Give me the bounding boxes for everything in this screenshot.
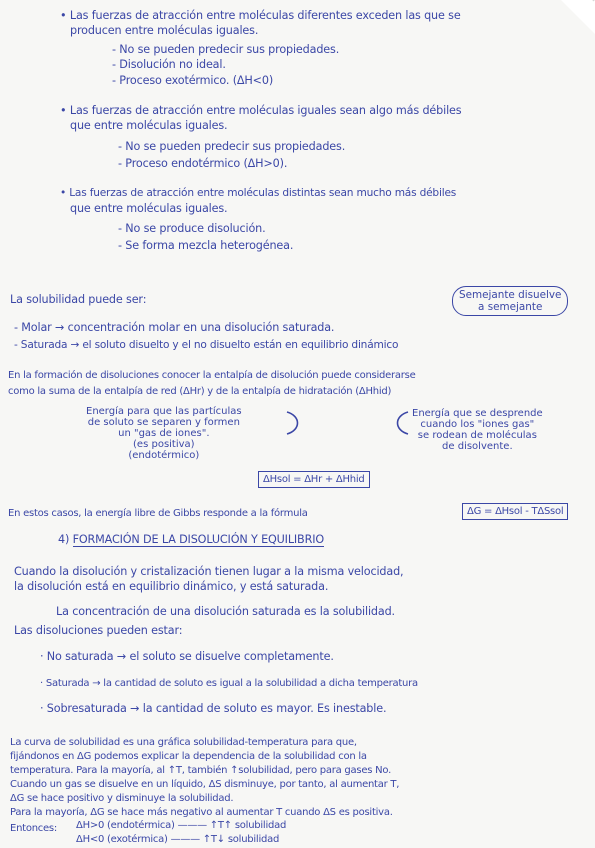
- text-line: - No se pueden predecir sus propiedades.: [112, 43, 340, 56]
- text-line: la disolución está en equilibrio dinámico, y está saturada.: [14, 580, 329, 593]
- text-line: Cuando un gas se disuelve en un líquido, ΔS disminuye, por tanto, al aumentar T,: [10, 779, 400, 790]
- oval-line: a semejante: [478, 301, 543, 313]
- text-line: producen entre moléculas iguales.: [70, 24, 259, 37]
- similar-dissolves-similar-box: [452, 286, 568, 316]
- left-curl-arrow-icon: [283, 410, 303, 438]
- text-line: En la formación de disoluciones conocer la entalpía de disolución puede considerarse: [8, 370, 416, 381]
- text-line: - Saturada → el soluto disuelto y el no disuelto están en equilibrio dinámico: [14, 339, 399, 351]
- text-line: que entre moléculas iguales.: [70, 119, 228, 132]
- text-line: ΔH<0 (exotérmica) ——— ↑T↓ solubilidad: [76, 834, 280, 845]
- text-line: Para la mayoría, ΔG se hace más negativo al aumentar T cuando ΔS es positiva.: [10, 807, 393, 818]
- text-line: que entre moléculas iguales.: [70, 202, 228, 215]
- text-line: - Se forma mezcla heterogénea.: [118, 239, 294, 252]
- text-line: La solubilidad puede ser:: [10, 293, 147, 306]
- page-corner-fold: [561, 0, 595, 34]
- section-heading: [58, 533, 324, 546]
- text-line: como la suma de la entalpía de red (ΔHr) y de la entalpía de hidratación (ΔHhid): [8, 386, 392, 397]
- text-line: • Las fuerzas de atracción entre moléculas distintas sean mucho más débiles: [60, 187, 457, 199]
- text-line: · Saturada → la cantidad de soluto es igual a la solubilidad a dicha temperatura: [40, 678, 418, 689]
- section-number: 4): [58, 533, 70, 546]
- enthalpy-formula-box: ΔHsol = ΔHr + ΔHhid: [258, 471, 370, 488]
- section-title: FORMACIÓN DE LA DISOLUCIÓN Y EQUILIBRIO: [72, 533, 325, 546]
- note-line: Energía que se desprende: [412, 408, 543, 419]
- text-line: temperatura. Para la mayoría, al ↑T, también ↑solubilidad, pero para gases No.: [10, 765, 392, 776]
- hydration-energy-note: [412, 408, 543, 452]
- text-line: La concentración de una disolución saturada es la solubilidad.: [56, 605, 395, 618]
- right-curl-arrow-icon: [392, 410, 412, 438]
- lattice-energy-note: [86, 406, 242, 461]
- note-line: (endotérmico): [128, 450, 200, 461]
- note-line: un "gas de iones".: [118, 428, 210, 439]
- text-line: · No saturada → el soluto se disuelve completamente.: [40, 650, 334, 663]
- text-line: • Las fuerzas de atracción entre moléculas diferentes exceden las que se: [60, 9, 461, 22]
- text-line: En estos casos, la energía libre de Gibbs responde a la fórmula: [8, 508, 308, 519]
- gibbs-formula-box: ΔG = ΔHsol - TΔSsol: [462, 503, 568, 520]
- text-line: - Proceso exotérmico. (ΔH<0): [112, 74, 274, 87]
- note-line: de disolvente.: [442, 441, 513, 452]
- note-line: Energía para que las partículas: [86, 406, 242, 417]
- text-line: La curva de solubilidad es una gráfica solubilidad-temperatura para que,: [10, 737, 357, 748]
- text-line: ΔH>0 (endotérmica) ——— ↑T↑ solubilidad: [76, 820, 287, 831]
- text-line: - Disolución no ideal.: [112, 58, 226, 71]
- note-line: (es positiva): [133, 439, 195, 450]
- text-line: - No se pueden predecir sus propiedades.: [118, 140, 346, 153]
- text-line: - Proceso endotérmico (ΔH>0).: [118, 157, 288, 170]
- note-line: de soluto se separen y formen: [87, 417, 240, 428]
- text-line: Entonces:: [10, 823, 58, 834]
- note-line: se rodean de moléculas: [417, 430, 537, 441]
- note-line: cuando los "iones gas": [420, 419, 535, 430]
- text-line: fijándonos en ΔG podemos explicar la dependencia de la solubilidad con la: [10, 751, 367, 762]
- text-line: Las disoluciones pueden estar:: [14, 624, 183, 637]
- oval-line: Semejante disuelve: [459, 289, 562, 301]
- text-line: - No se produce disolución.: [118, 222, 266, 235]
- text-line: • Las fuerzas de atracción entre moléculas iguales sean algo más débiles: [60, 104, 462, 117]
- text-line: · Sobresaturada → la cantidad de soluto es mayor. Es inestable.: [40, 702, 387, 715]
- text-line: - Molar → concentración molar en una disolución saturada.: [14, 321, 335, 334]
- text-line: ΔG se hace positivo y disminuye la solubilidad.: [10, 793, 234, 804]
- text-line: Cuando la disolución y cristalización tienen lugar a la misma velocidad,: [14, 565, 404, 578]
